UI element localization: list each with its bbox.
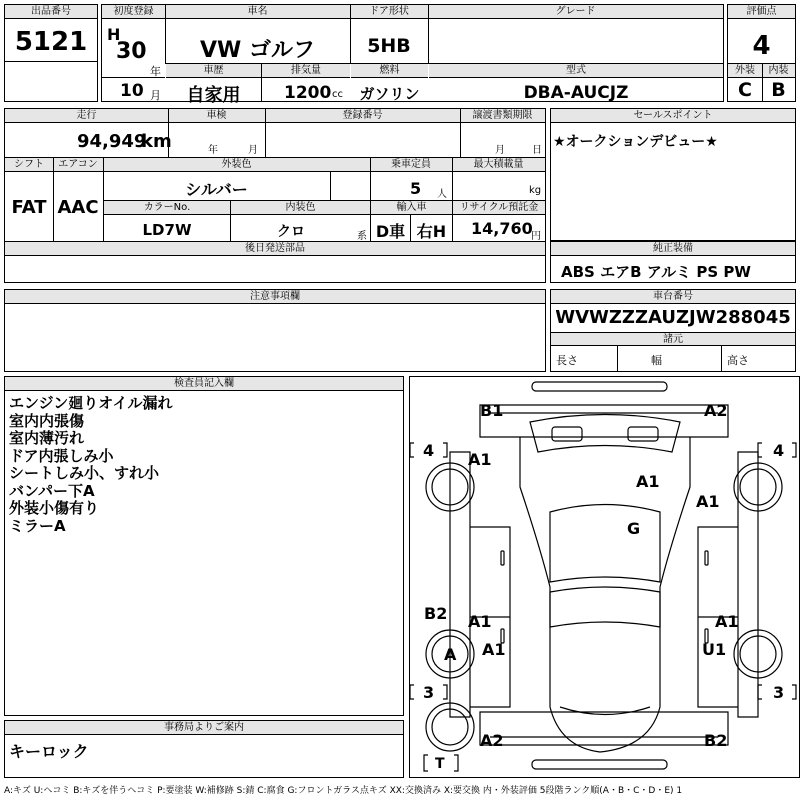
- interior-value: B: [771, 79, 786, 101]
- door-label: ドア形状: [350, 5, 428, 19]
- recycle-label: リサイクル預託金: [453, 201, 545, 215]
- km-unit: km: [141, 131, 172, 152]
- month-unit: 月: [150, 89, 161, 102]
- capacity-label: 乗車定員: [370, 158, 452, 172]
- exterior-value: C: [738, 79, 752, 101]
- score-value: 4: [752, 31, 771, 61]
- inspector-label: 検査員記入欄: [5, 377, 403, 391]
- office-note: キーロック: [9, 742, 89, 761]
- office-box: [4, 720, 404, 778]
- mark-trunk: T: [435, 756, 445, 772]
- int-color-label: 内装色: [231, 201, 370, 215]
- aircon-value: AAC: [57, 197, 99, 218]
- cc-unit: cc: [332, 89, 343, 100]
- score-label: 評価点: [728, 5, 795, 19]
- inspection-year-unit: 年: [208, 145, 218, 156]
- inspection-month-unit: 月: [248, 145, 258, 156]
- vehicle-details-box: [4, 108, 546, 283]
- int-color-value: クロ: [277, 224, 305, 240]
- history-value: 自家用: [186, 85, 241, 106]
- reg-no-label: 登録番号: [265, 109, 460, 123]
- ext-color-value: シルバー: [185, 180, 248, 199]
- remark-line: 室内内張傷: [9, 411, 85, 430]
- mark-front-right: A2: [704, 401, 728, 420]
- import-handle-value: 右H: [416, 222, 447, 241]
- mark-windshield: G: [627, 519, 641, 538]
- remark-line: バンパー下A: [9, 481, 95, 500]
- mark-wheel-rl: A: [444, 645, 457, 664]
- fuel-label: 燃料: [351, 64, 428, 78]
- year-unit: 年: [150, 65, 161, 78]
- era-value: H: [107, 25, 121, 44]
- legend-text: A:キズ U:ヘコミ B:キズを伴うヘコミ P:要塗装 W:補修跡 S:錆 C:腐食 G:フロントガラス点キズ XX:交換済み X:要交換 内・外装評価 5段階ランク順(A・B・C・D・E) 1: [4, 786, 683, 796]
- mark-tire-fl: 4: [423, 441, 435, 460]
- capacity-value: 5: [410, 179, 422, 198]
- inspector-remarks-box: [4, 376, 404, 716]
- mark-rear-right-a: A1: [715, 612, 739, 631]
- model-code-value: DBA-AUCJZ: [523, 83, 629, 103]
- mark-rear-bumper-r: B2: [704, 731, 728, 750]
- exterior-label: 外装: [728, 64, 762, 78]
- lot-number-box: [4, 4, 98, 102]
- genuine-equip-box: [550, 241, 796, 283]
- sales-point-value: ★オークションデビュー★: [553, 134, 718, 150]
- notes-label: 注意事項欄: [5, 290, 545, 304]
- remark-line: ミラーA: [9, 516, 66, 535]
- mark-tire-fr: 4: [773, 441, 785, 460]
- remark-line: エンジン廻りオイル漏れ: [9, 394, 173, 412]
- car-outline-icon: [410, 377, 799, 777]
- door-value: 5HB: [367, 35, 411, 57]
- year-value: 30: [116, 39, 147, 64]
- kg-unit: kg: [529, 185, 542, 196]
- sales-point-box: [550, 108, 796, 241]
- mark-rear-bumper-l: A2: [480, 731, 504, 750]
- history-label: 車歴: [166, 64, 261, 78]
- int-color-unit: 系: [357, 231, 367, 242]
- mark-hood: A1: [636, 472, 660, 491]
- specs-label: 諸元: [551, 332, 795, 346]
- first-reg-label: 初度登録: [102, 5, 165, 19]
- vehicle-header-box: [101, 4, 724, 106]
- office-label: 事務局よりご案内: [5, 721, 403, 735]
- deadline-month-unit: 月: [495, 145, 505, 156]
- person-unit: 人: [437, 189, 447, 200]
- lot-number-value: 5121: [14, 27, 88, 57]
- import-label: 輸入車: [371, 201, 452, 215]
- mark-door-rl: B2: [424, 604, 448, 623]
- height-label: 高さ: [727, 354, 749, 367]
- chassis-no-value: WVWZZZAUZJW288045: [555, 307, 791, 328]
- color-no-label: カラーNo.: [104, 201, 230, 215]
- genuine-equip-value: ABS エアB アルミ PS PW: [561, 263, 751, 281]
- max-load-label: 最大積載量: [452, 158, 545, 172]
- shift-label: シフト: [5, 158, 53, 172]
- mileage-label: 走行: [5, 109, 168, 123]
- remark-line: 外装小傷有り: [9, 499, 100, 517]
- import-drive-value: D車: [375, 222, 406, 241]
- aircon-label: エアコン: [53, 158, 103, 172]
- shift-value: FAT: [11, 197, 47, 218]
- damage-diagram: [409, 376, 800, 778]
- remark-line: 室内薄汚れ: [9, 429, 85, 447]
- remark-line: ドア内張しみ小: [9, 446, 114, 465]
- mark-tire-rl: 3: [423, 683, 435, 702]
- grade-label: グレード: [428, 5, 723, 19]
- model-code-label: 型式: [429, 64, 723, 78]
- inspection-label: 車検: [168, 109, 265, 123]
- genuine-equip-label: 純正装備: [551, 242, 795, 256]
- car-name-value: VW ゴルフ: [200, 38, 315, 63]
- sales-point-label: セールスポイント: [551, 109, 795, 123]
- displacement-label: 排気量: [262, 64, 350, 78]
- mark-fender-fl: A1: [468, 450, 492, 469]
- yen-unit: 円: [531, 231, 541, 242]
- later-parts-label: 後日発送部品: [5, 242, 545, 256]
- ext-color-label: 外装色: [103, 158, 370, 172]
- length-label: 長さ: [556, 354, 578, 367]
- chassis-box: [550, 289, 796, 372]
- recycle-value: 14,760: [471, 219, 533, 238]
- mark-rear-right-b: U1: [702, 640, 727, 659]
- transfer-deadline-label: 譲渡書類期限: [460, 109, 545, 123]
- remark-line: シートしみ小、すれ小: [9, 464, 160, 482]
- car-name-label: 車名: [165, 5, 350, 19]
- month-value: 10: [120, 81, 144, 101]
- fuel-value: ガソリン: [359, 85, 420, 103]
- chassis-no-label: 車台番号: [551, 290, 795, 304]
- mark-fender-fr: A1: [696, 492, 720, 511]
- mark-front-left: B1: [480, 401, 504, 420]
- width-label: 幅: [651, 354, 662, 367]
- color-no-value: LD7W: [142, 221, 192, 239]
- mark-rear-left-a: A1: [468, 612, 492, 631]
- displacement-value: 1200: [284, 83, 332, 103]
- score-box: [727, 4, 796, 102]
- notes-box: [4, 289, 546, 372]
- interior-label: 内装: [762, 64, 795, 78]
- mark-rear-left-b: A1: [482, 640, 506, 659]
- mark-tire-rr: 3: [773, 683, 785, 702]
- deadline-day-unit: 日: [532, 145, 542, 156]
- mileage-value: 94,949: [77, 131, 147, 152]
- lot-number-label: 出品番号: [5, 5, 97, 19]
